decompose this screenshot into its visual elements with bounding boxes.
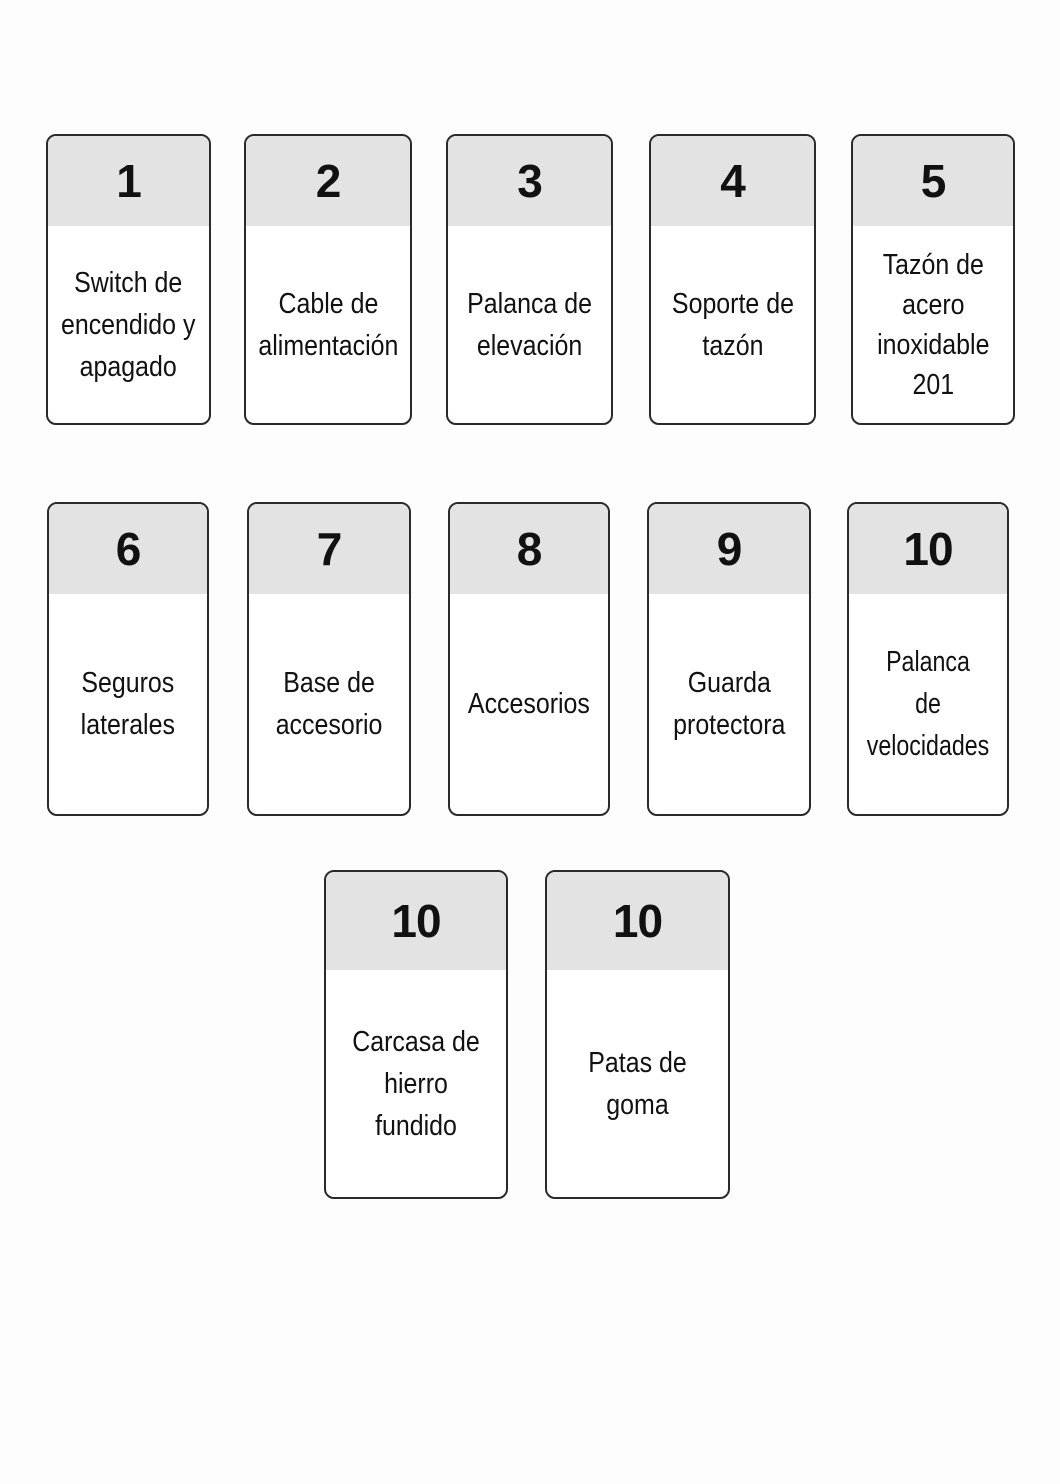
card-header [249,504,409,594]
part-card-3 [446,134,613,425]
part-card-6 [47,502,209,816]
card-label: Palanca de elevación [467,287,592,362]
card-body [48,226,209,423]
card-header [649,504,809,594]
card-number: 9 [716,523,742,575]
part-card-7 [247,502,411,816]
part-card-4 [649,134,816,425]
card-body [49,594,207,814]
card-header [849,504,1007,594]
card-number: 5 [920,155,946,207]
card-label: Tazón de acero inoxidable 201 [876,248,990,401]
card-number: 8 [516,523,542,575]
card-label: Cable de alimentación [257,287,399,362]
part-card-11 [324,870,508,1199]
card-header [547,872,728,970]
card-number: 7 [316,523,342,575]
card-number: 6 [115,523,141,575]
card-label: Seguros laterales [80,667,176,741]
card-label: Carcasa de hierro fundido [352,1025,480,1142]
part-card-10 [847,502,1009,816]
part-card-8 [448,502,610,816]
card-header [448,136,611,226]
card-number: 4 [720,155,745,207]
card-header [48,136,209,226]
part-card-12 [545,870,730,1199]
card-body [249,594,409,814]
card-body [326,970,506,1197]
part-card-9 [647,502,811,816]
card-label: Patas de goma [588,1046,687,1121]
card-body [849,594,1007,814]
card-label: Switch de encendido y apagado [61,266,196,383]
card-number: 2 [315,155,341,207]
card-body [448,226,611,423]
card-header [853,136,1013,226]
card-label: Guarda protectora [672,667,786,741]
card-number: 3 [517,155,542,207]
card-body [547,970,728,1197]
card-number: 10 [391,895,441,947]
part-card-5 [851,134,1015,425]
card-number: 10 [612,895,663,947]
card-header [246,136,410,226]
card-label: Base de accesorio [275,667,383,741]
card-body [450,594,608,814]
card-header [326,872,506,970]
card-body [246,226,410,423]
card-body [651,226,814,423]
card-header [49,504,207,594]
part-card-1 [46,134,211,425]
card-body [853,226,1013,423]
card-number: 1 [116,155,141,207]
card-label: Palanca de velocidades [866,646,990,762]
card-header [450,504,608,594]
part-card-2 [244,134,412,425]
card-label: Soporte de tazón [671,287,794,362]
card-number: 10 [903,523,953,575]
card-body [649,594,809,814]
card-label: Accesorios [468,688,590,720]
card-header [651,136,814,226]
